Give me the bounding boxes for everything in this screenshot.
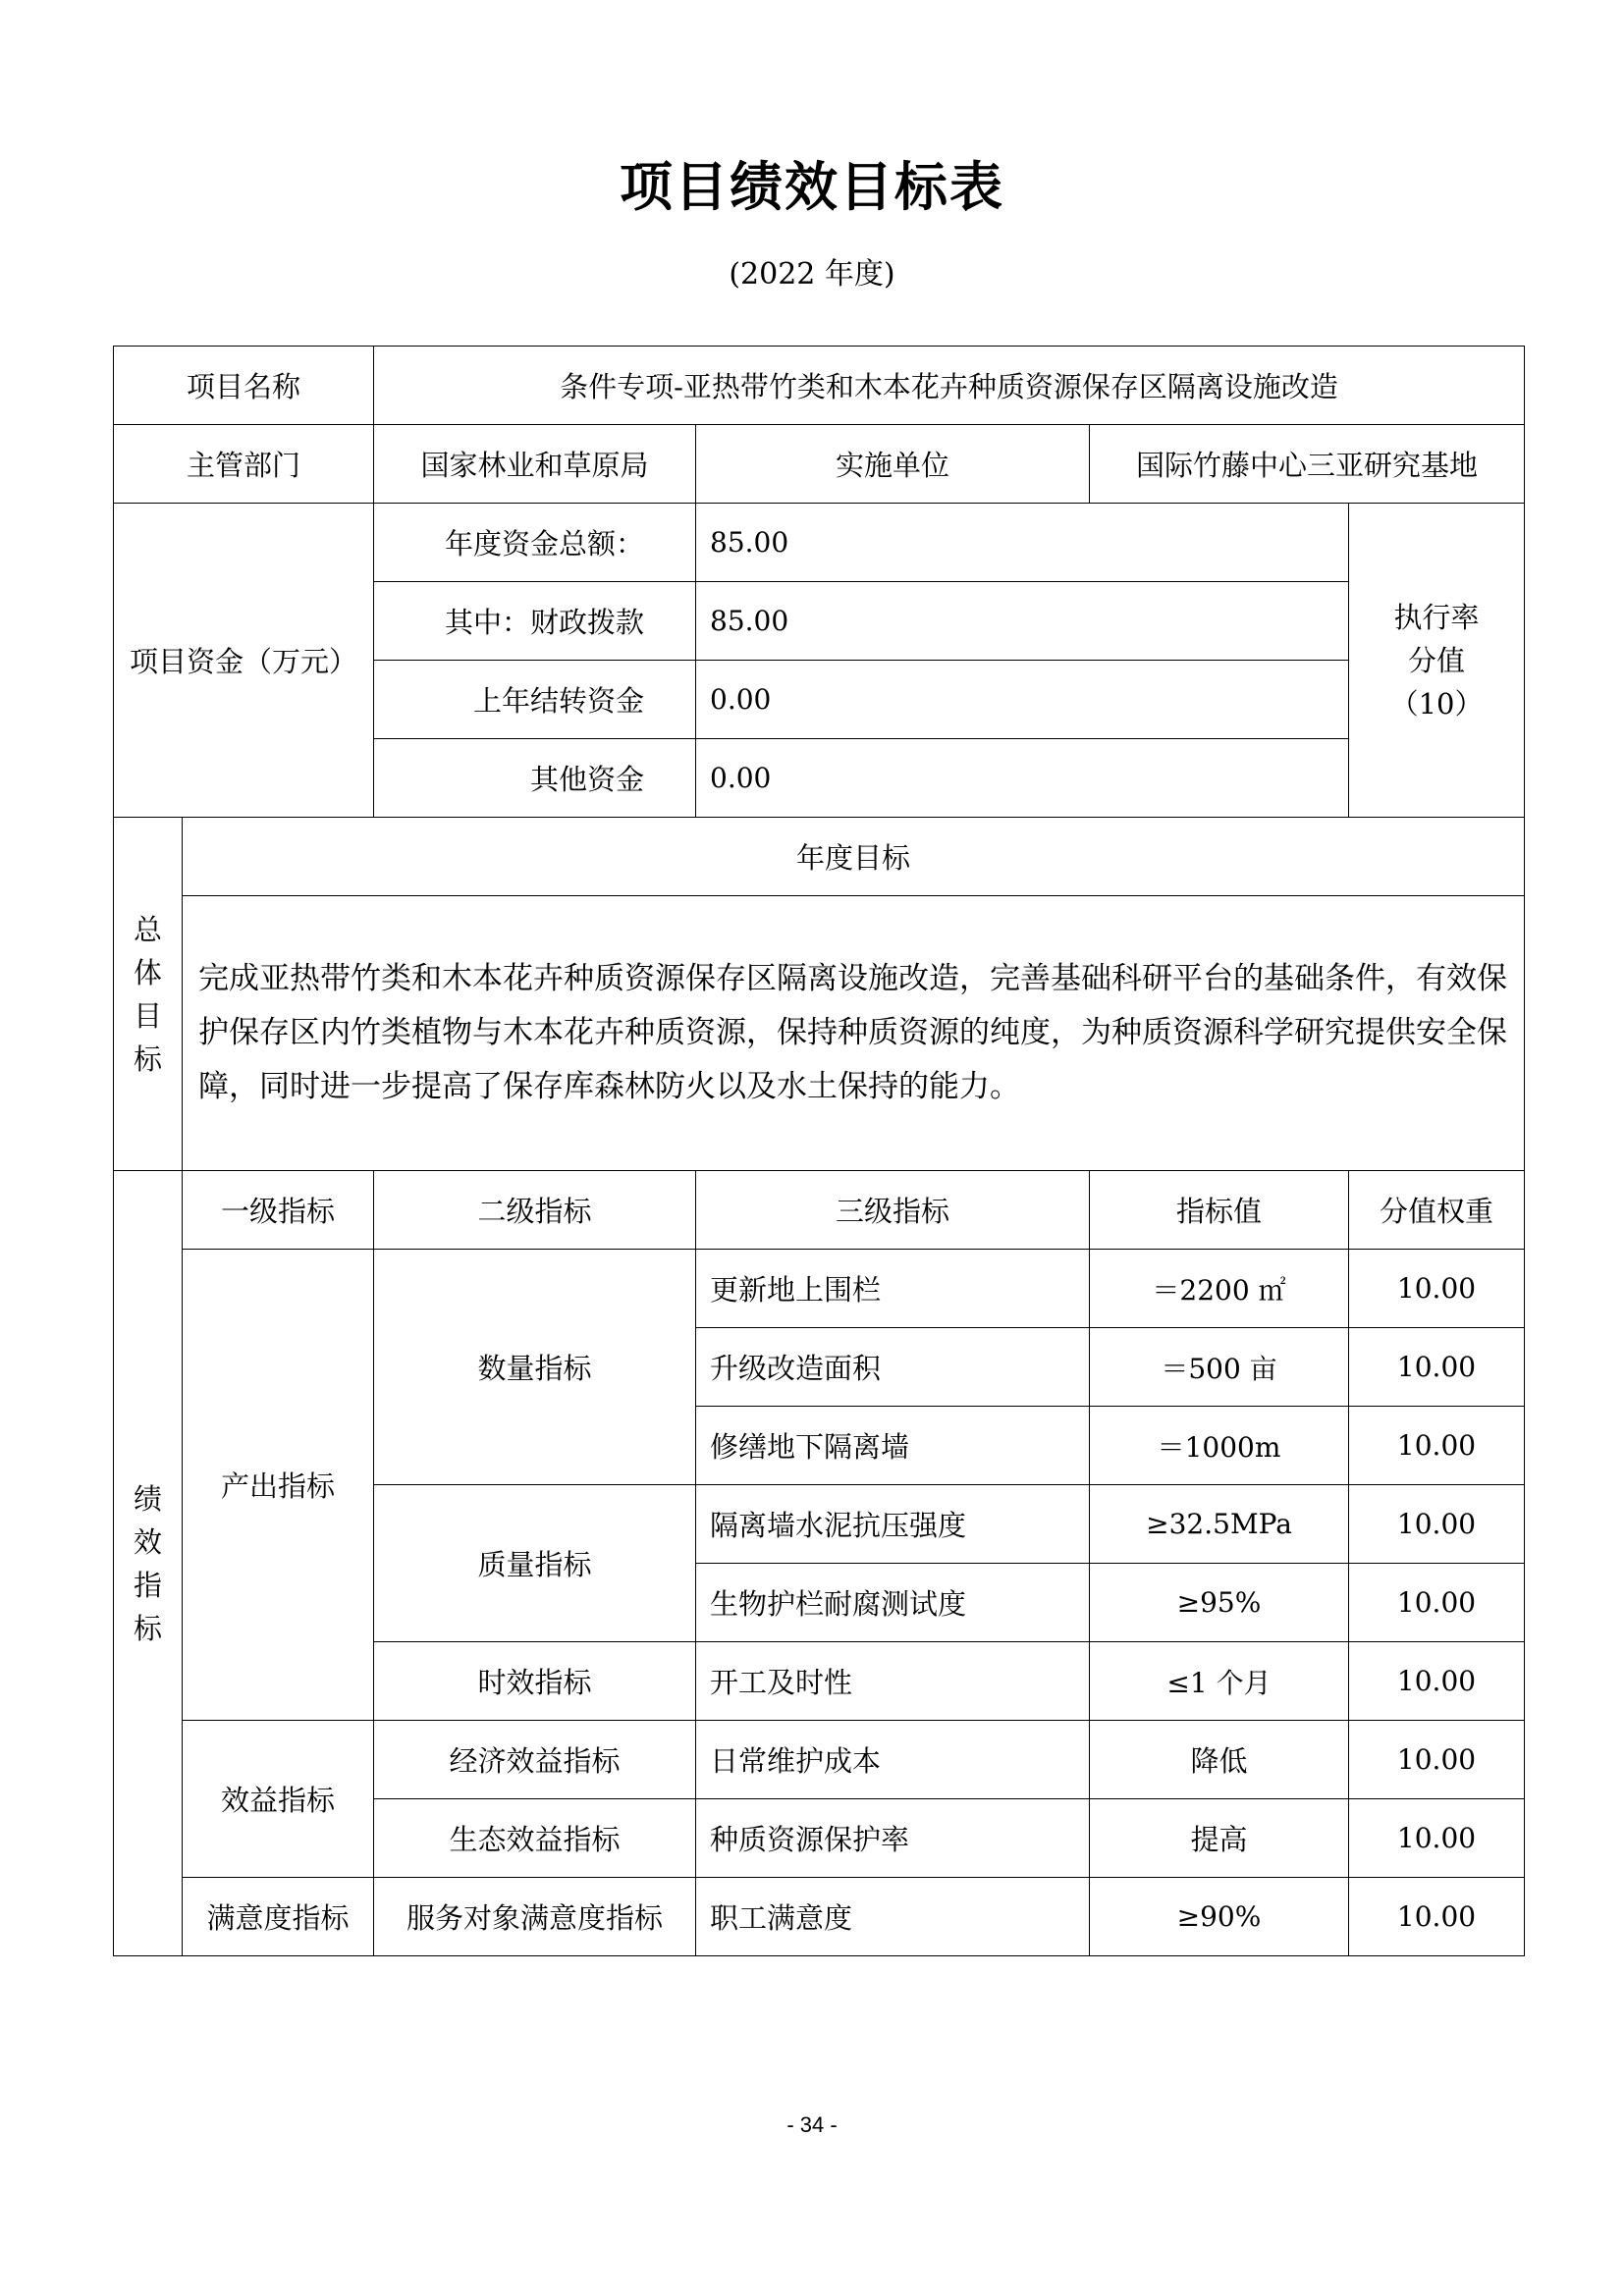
page-subtitle: (2022 年度) xyxy=(729,257,895,292)
indicator-value: ≥32.5MPa xyxy=(1090,1485,1349,1564)
column-header: 分值权重 xyxy=(1349,1171,1525,1250)
execution-rate-label: 执行率 xyxy=(1393,600,1480,634)
implementing-unit-label: 实施单位 xyxy=(696,425,1090,504)
indicator-weight: 10.00 xyxy=(1349,1799,1525,1878)
funds-item-label: 其中：财政拨款 xyxy=(374,582,696,661)
funds-item-value: 0.00 xyxy=(696,661,1349,739)
project-name-row xyxy=(114,347,1525,425)
column-header: 二级指标 xyxy=(374,1171,696,1250)
funds-label: 项目资金（万元） xyxy=(114,504,374,818)
indicator-weight: 10.00 xyxy=(1349,1642,1525,1721)
indicator-value: ＝2200 ㎡ xyxy=(1090,1250,1349,1328)
annual-goal-text: 完成亚热带竹类和木本花卉种质资源保存区隔离设施改造，完善基础科研平台的基础条件，有效保护保存区内竹类植物与木本花卉种质资源，保持种质资源的纯度，为种质资源科学研究提供安全保障，同时进一步提高了保存库森林防火以及水土保持的能力。 xyxy=(183,896,1525,1171)
performance-goal-table xyxy=(113,346,1525,1956)
indicator-value: ＝1000m xyxy=(1090,1407,1349,1485)
level3-indicator: 开工及时性 xyxy=(696,1642,1090,1721)
funds-item-label: 年度资金总额： xyxy=(374,504,696,582)
project-name-value: 条件专项-亚热带竹类和木本花卉种质资源保存区隔离设施改造 xyxy=(374,347,1525,425)
performance-indicator-label: 绩 效 指 标 xyxy=(114,1171,183,1956)
funds-row xyxy=(114,504,1525,582)
level2-indicator: 数量指标 xyxy=(374,1250,696,1485)
level3-indicator: 种质资源保护率 xyxy=(696,1799,1090,1878)
funds-item-label: 上年结转资金 xyxy=(374,661,696,739)
indicator-weight: 10.00 xyxy=(1349,1250,1525,1328)
project-name-label: 项目名称 xyxy=(114,347,374,425)
indicator-row xyxy=(114,1878,1525,1956)
level1-indicator: 满意度指标 xyxy=(183,1878,374,1956)
funds-item-label: 其他资金 xyxy=(374,739,696,818)
level3-indicator: 更新地上围栏 xyxy=(696,1250,1090,1328)
indicator-value: 降低 xyxy=(1090,1721,1349,1799)
page-number: - 34 - xyxy=(786,2112,838,2137)
department-row xyxy=(114,425,1525,504)
funds-item-value: 85.00 xyxy=(696,582,1349,661)
indicator-value: ＝500 亩 xyxy=(1090,1328,1349,1407)
level3-indicator: 隔离墙水泥抗压强度 xyxy=(696,1485,1090,1564)
level3-indicator: 职工满意度 xyxy=(696,1878,1090,1956)
page-title: 项目绩效目标表 xyxy=(620,156,1004,218)
implementing-unit-value: 国际竹藤中心三亚研究基地 xyxy=(1090,425,1525,504)
column-header: 一级指标 xyxy=(183,1171,374,1250)
indicator-weight: 10.00 xyxy=(1349,1328,1525,1407)
level2-indicator: 时效指标 xyxy=(374,1642,696,1721)
level3-indicator: 升级改造面积 xyxy=(696,1328,1090,1407)
level1-indicator: 效益指标 xyxy=(183,1721,374,1878)
indicator-header-row xyxy=(114,1171,1525,1250)
annual-goal-header: 年度目标 xyxy=(183,818,1525,896)
level2-indicator: 生态效益指标 xyxy=(374,1799,696,1878)
goal-header-row xyxy=(114,818,1525,896)
level3-indicator: 日常维护成本 xyxy=(696,1721,1090,1799)
overall-goal-label: 总 体 目 标 xyxy=(114,818,183,1171)
indicator-value: ≥95% xyxy=(1090,1564,1349,1642)
indicator-weight: 10.00 xyxy=(1349,1878,1525,1956)
level3-indicator: 修缮地下隔离墙 xyxy=(696,1407,1090,1485)
indicator-value: 提高 xyxy=(1090,1799,1349,1878)
score-value: （10） xyxy=(1389,686,1484,721)
execution-rate-score xyxy=(1349,504,1525,818)
indicator-row xyxy=(114,1721,1525,1799)
goal-text-row xyxy=(114,896,1525,1171)
level2-indicator: 质量指标 xyxy=(374,1485,696,1642)
level2-indicator: 经济效益指标 xyxy=(374,1721,696,1799)
funds-item-value: 0.00 xyxy=(696,739,1349,818)
indicator-weight: 10.00 xyxy=(1349,1564,1525,1642)
column-header: 三级指标 xyxy=(696,1171,1090,1250)
level1-indicator: 产出指标 xyxy=(183,1250,374,1721)
level2-indicator: 服务对象满意度指标 xyxy=(374,1878,696,1956)
indicator-value: ≥90% xyxy=(1090,1878,1349,1956)
column-header: 指标值 xyxy=(1090,1171,1349,1250)
funds-item-value: 85.00 xyxy=(696,504,1349,582)
department-value: 国家林业和草原局 xyxy=(374,425,696,504)
department-label: 主管部门 xyxy=(114,425,374,504)
indicator-weight: 10.00 xyxy=(1349,1407,1525,1485)
score-label: 分值 xyxy=(1408,643,1466,677)
level3-indicator: 生物护栏耐腐测试度 xyxy=(696,1564,1090,1642)
indicator-row xyxy=(114,1250,1525,1328)
indicator-weight: 10.00 xyxy=(1349,1721,1525,1799)
indicator-value: ≤1 个月 xyxy=(1090,1642,1349,1721)
indicator-weight: 10.00 xyxy=(1349,1485,1525,1564)
